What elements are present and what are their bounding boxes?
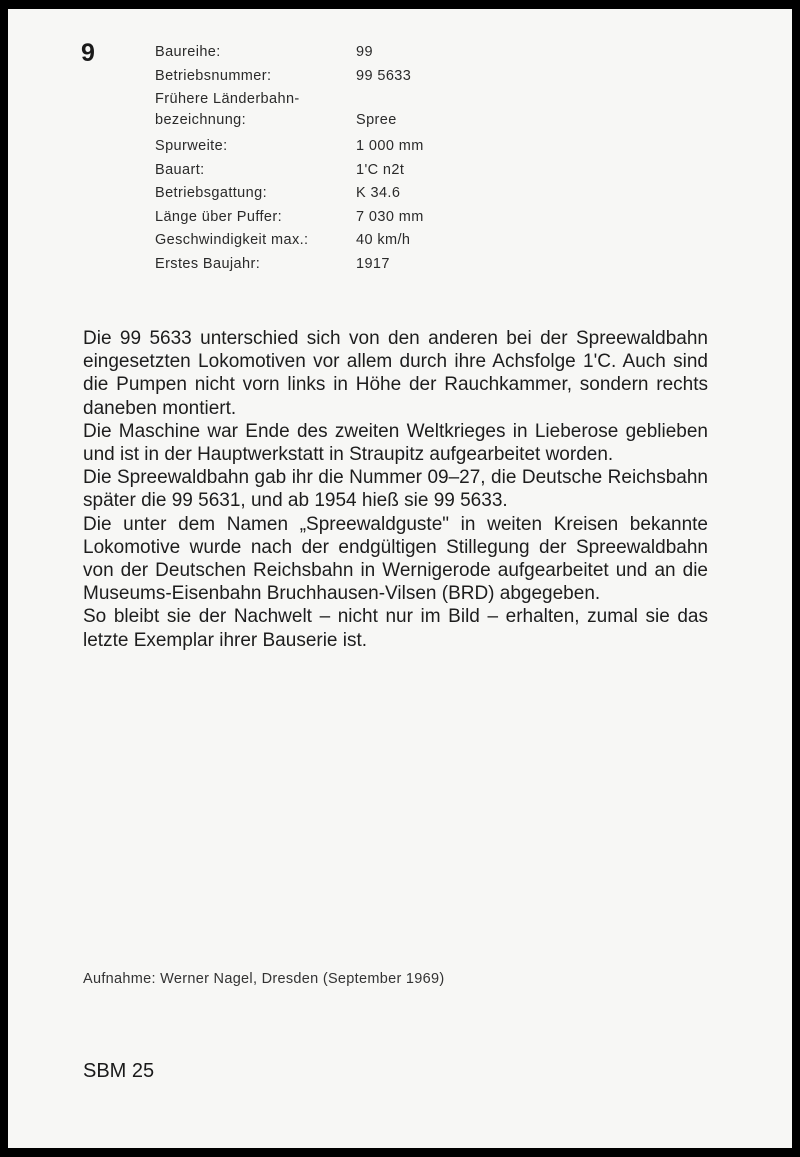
series-code: SBM 25 — [83, 1060, 155, 1082]
spec-value: 99 — [356, 44, 373, 60]
photo-credit: Aufnahme: Werner Nagel, Dresden (September 1969) — [83, 971, 445, 987]
spec-row — [155, 89, 424, 136]
paragraph: Die unter dem Namen „Spreewaldguste" in weiten Kreisen bekannte Lokomotive wurde nach der endgültigen Stillegung der Spreewaldbahn von der Deutschen Reichsbahn in Wernigerode aufgearbeitet und an die Museums-Eisenbahn Bruchhausen-Vilsen (BRD) abgegeben. — [83, 513, 708, 605]
card-number: 9 — [81, 39, 95, 67]
spec-value: 1 000 mm — [356, 138, 424, 154]
spec-label: Baureihe: — [155, 44, 221, 60]
spec-value: K 34.6 — [356, 185, 401, 201]
paragraph: Die 99 5633 unterschied sich von den anderen bei der Spreewaldbahn eingesetzten Lokomotiven vor allem durch ihre Achsfolge 1'C. Auch sind die Pumpen nicht vorn links in Höhe der Rauchkammer, sondern rechts daneben montiert. — [83, 328, 708, 419]
spec-row — [155, 160, 424, 184]
spec-label: Betriebsnummer: — [155, 67, 272, 84]
paragraph: So bleibt sie der Nachwelt – nicht nur im Bild – erhalten, zumal sie das letzte Exemplar ihrer Bauserie ist. — [83, 606, 708, 651]
spec-value: 7 030 mm — [356, 208, 424, 225]
description-text — [83, 327, 708, 652]
spec-value: 40 km/h — [356, 232, 411, 248]
paragraph: Die Spreewaldbahn gab ihr die Nummer 09–27, die Deutsche Reichsbahn später die 99 5631, und ab 1954 hieß sie 99 5633. — [83, 467, 708, 512]
spec-label: Frühere Länderbahn- bezeichnung: — [155, 91, 300, 128]
spec-value: Spree — [356, 112, 397, 128]
spec-label: Erstes Baujahr: — [155, 255, 261, 272]
spec-table — [155, 42, 424, 277]
postcard-back — [8, 9, 792, 1148]
spec-label: Bauart: — [155, 161, 205, 178]
spec-label: Spurweite: — [155, 138, 228, 154]
spec-row — [155, 207, 424, 231]
spec-row — [155, 42, 424, 66]
spec-row — [155, 183, 424, 207]
spec-row — [155, 66, 424, 90]
spec-label: Geschwindigkeit max.: — [155, 232, 309, 248]
spec-row — [155, 230, 424, 254]
spec-row — [155, 136, 424, 160]
spec-value: 1917 — [356, 255, 390, 272]
spec-label: Länge über Puffer: — [155, 208, 283, 225]
paragraph: Die Maschine war Ende des zweiten Weltkrieges in Lieberose geblieben und ist in der Hauptwerkstatt in Straupitz aufgearbeitet worden. — [83, 420, 708, 466]
spec-value: 1'C n2t — [356, 161, 405, 178]
spec-value: 99 5633 — [356, 67, 412, 84]
spec-label: Betriebsgattung: — [155, 185, 267, 201]
spec-row — [155, 254, 424, 278]
